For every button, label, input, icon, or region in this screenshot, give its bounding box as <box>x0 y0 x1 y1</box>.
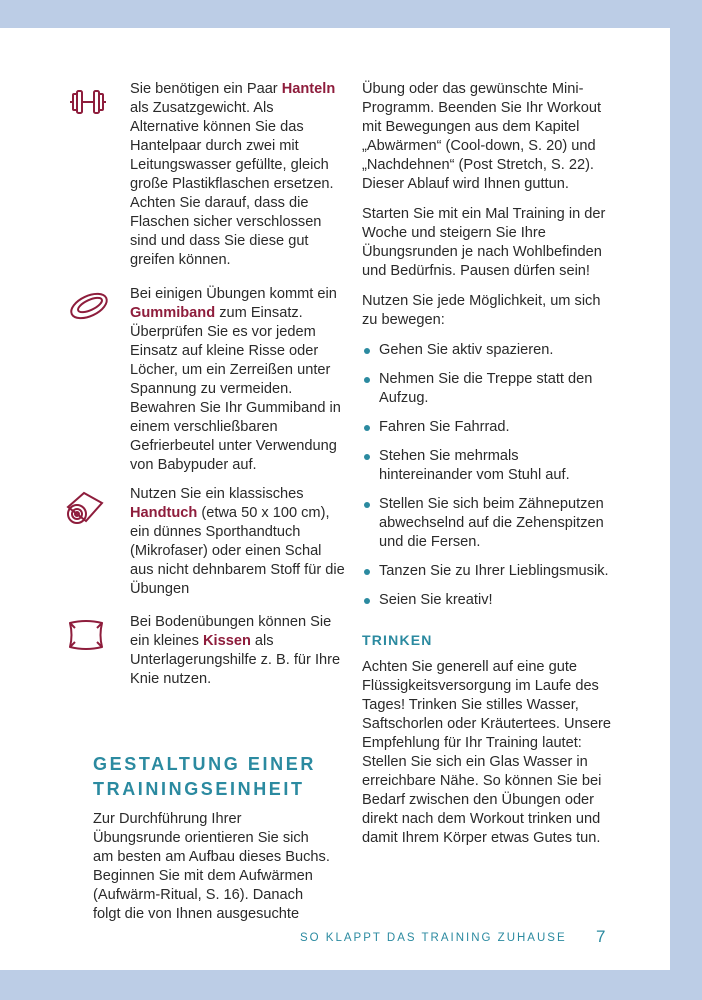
list-item: Stehen Sie mehrmals hintereinander vom Stuhl auf. <box>362 447 612 485</box>
pillow-icon <box>66 617 106 653</box>
equipment-highlight: Hanteln <box>281 81 336 97</box>
paragraph-workout-flow: Übung oder das gewünschte Mini-Programm. Beenden Sie Ihr Workout mit Bewegungen aus dem Kapitel „Abwärmen“ (Cool-down, S. 20) und „Nachdehnen“ (Post Stretch, S. 22). Dieser Ablauf wird Ihnen guttun. <box>362 81 602 192</box>
list-item: Seien Sie kreativ! <box>362 591 612 610</box>
section-body: Zur Durchführung Ihrer Übungsrunde orientieren Sie sich am besten am Aufbau dieses Buchs. Beginnen Sie mit dem Aufwärmen (Aufwärm-Ritual, S. 16). Danach folgt die von Ihnen ausgesuchte <box>93 811 330 922</box>
equipment-item-towel <box>130 485 345 599</box>
book-page <box>0 28 670 970</box>
equipment-item-pillow <box>130 613 345 689</box>
equipment-text: Bei einigen Übungen kommt ein Gummiband zum Einsatz. Überprüfen Sie es vor jedem Einsatz auf kleine Risse oder Löcher, um ein Zerreißen unter Spannung zu vermeiden. Bewahren Sie Ihr Gummiband in einem verschließbaren Gefrierbeutel unter Verwendung von Babypuder auf. <box>130 286 341 473</box>
right-column <box>362 80 612 859</box>
section-heading: GESTALTUNG EINER TRAININGSEINHEIT <box>93 754 316 799</box>
drinking-heading: TRINKEN <box>362 632 433 648</box>
paragraph-frequency: Starten Sie mit ein Mal Training in der Woche und steigern Sie Ihre Übungsrunden je nach Wohlbefinden und Bedürfnis. Pausen dürfen sein! <box>362 206 606 279</box>
equipment-highlight: Handtuch <box>130 505 198 521</box>
list-item: Fahren Sie Fahrrad. <box>362 418 612 437</box>
list-item: Tanzen Sie zu Ihrer Lieblingsmusik. <box>362 562 612 581</box>
paragraph-movement-intro: Nutzen Sie jede Möglichkeit, um sich zu bewegen: <box>362 293 601 328</box>
list-item: Nehmen Sie die Treppe statt den Aufzug. <box>362 370 612 408</box>
rolled-towel-icon <box>64 489 106 527</box>
equipment-item-dumbbells <box>130 80 345 270</box>
movement-tips-list <box>362 341 612 610</box>
equipment-highlight: Kissen <box>203 633 251 649</box>
list-item: Gehen Sie aktiv spazieren. <box>362 341 612 360</box>
equipment-text: Sie benötigen ein Paar Hanteln als Zusatzgewicht. Als Alternative können Sie das Hantelpaar durch zwei mit Leitungswasser gefüllte, gleich große Plastikflaschen ersetzen. Achten Sie darauf, dass die Flaschen sicher verschlossen sind und dass Sie diese gut greifen können. <box>130 81 336 268</box>
equipment-highlight: Gummiband <box>130 305 216 321</box>
drinking-body: Achten Sie generell auf eine gute Flüssigkeitsversorgung im Laufe des Tages! Trinken Sie stilles Wasser, Saftschorlen oder Kräutertees. Unsere Empfehlung für Ihr Training lautet: Stellen Sie sich ein Glas Wasser in erreichbare Nähe. So können Sie bei Bedarf zwischen den Übungen oder direkt nach dem Workout trinken und damit Ihrem Körper etwas Gutes tun. <box>362 659 612 846</box>
equipment-item-band <box>130 285 345 475</box>
list-item: Stellen Sie sich beim Zähneputzen abwechselnd auf die Zehenspitzen und die Fersen. <box>362 495 612 552</box>
page-number: 7 <box>596 927 606 946</box>
dumbbell-icon <box>68 86 108 118</box>
running-title: SO KLAPPT DAS TRAINING ZUHAUSE <box>300 932 567 944</box>
equipment-text: Bei Bodenübungen können Sie ein kleines Kissen als Unterlagerungshilfe z. B. für Ihre Knie nutzen. <box>130 614 341 687</box>
equipment-text: Nutzen Sie ein klassisches Handtuch (etwa 50 x 100 cm), ein dünnes Sporthandtuch (Mikrofaser) oder einen Schal aus nicht dehnbarem Stoff für die Übungen <box>130 486 345 597</box>
resistance-band-icon <box>68 285 110 327</box>
